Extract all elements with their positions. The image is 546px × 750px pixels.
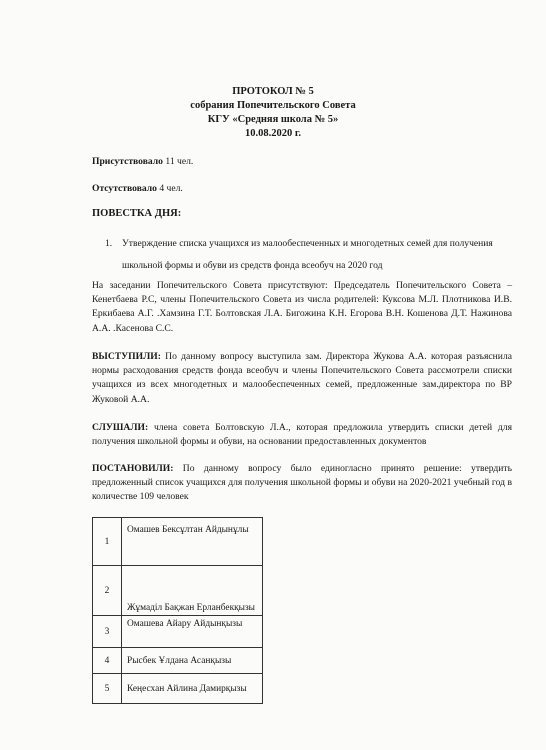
spoke-text: По данному вопросу выступила зам. Директора Жукова А.А. которая разъяснила нормы расходования средств фонда всеобуч и члены Попечительского Совета рассмотрели списки учащихся из всех многодетных и малообеспеченных семей, предложенные зам.директора по ВР Жуковой А.А.: [92, 351, 512, 405]
agenda-item-number: 1.: [105, 238, 113, 249]
spoke-label: ВЫСТУПИЛИ:: [92, 351, 161, 362]
row-number: 2: [93, 566, 122, 616]
table-row: [93, 674, 263, 704]
student-name: Омашев Бексұлтан Айдынұлы: [122, 518, 263, 566]
meeting-subtitle: собрания Попечительского Совета: [190, 100, 356, 111]
spoke-paragraph: [92, 350, 512, 407]
heard-paragraph: [92, 421, 512, 449]
row-number: 5: [93, 674, 122, 704]
protocol-title: ПРОТОКОЛ № 5: [232, 86, 314, 97]
present-line: [92, 155, 512, 169]
resolved-paragraph: [92, 462, 512, 505]
resolved-label: ПОСТАНОВИЛИ:: [92, 463, 174, 474]
heard-label: СЛУШАЛИ:: [92, 422, 149, 433]
table-row: [93, 616, 263, 648]
student-name: Кеңесхан Айлина Дамирқызы: [122, 674, 263, 704]
row-number: 4: [93, 648, 122, 674]
row-number: 3: [93, 616, 122, 648]
school-name: КГУ «Средняя школа № 5»: [207, 114, 339, 125]
present-label: Присутствовало: [92, 156, 163, 167]
table-row: [93, 648, 263, 674]
row-number: 1: [93, 518, 122, 566]
heard-text: члена совета Болтовскую Л.А., которая предложила утвердить списки детей для получения школьной формы и обуви, на основании предоставленных документов: [92, 422, 512, 448]
students-table: [92, 517, 263, 704]
present-value: 11 чел.: [165, 156, 194, 167]
table-row: [93, 518, 263, 566]
table-row: [93, 566, 263, 616]
student-name: Жұмаділ Бақжан Ерланбекқызы: [122, 566, 263, 616]
resolved-text: По данному вопросу было единогласно принято решение: утвердить предложенный список учащихся для получения школьной формы и обуви на 2020-2021 учебный год в количестве 109 человек: [92, 463, 513, 503]
agenda-heading: ПОВЕСТКА ДНЯ:: [92, 208, 182, 219]
agenda-item-text: Утверждение списка учащихся из малообеспеченных и многодетных семей для получения школьной формы и обуви из средств фонда всеобуч на 2020 год: [122, 238, 493, 271]
absent-line: [92, 182, 512, 196]
protocol-date: 10.08.2020 г.: [244, 128, 302, 139]
absent-value: 4 чел.: [159, 183, 183, 194]
student-name: Рысбек Ұлдана Асанқызы: [122, 648, 263, 674]
absent-label: Отсутствовало: [92, 183, 157, 194]
student-name: Омашева Айару Айдынқызы: [122, 616, 263, 648]
meeting-attendees-paragraph: На заседании Попечительского Совета присутствуют: Председатель Попечительского Совета – Кенетбаева Р.С, члены Попечительского Совета из числа родителей: Куксова М.Л. Плотникова И.В. Еркибаева А.Г. .Хамзина Г.Т. Болтовская Л.А. Бигожина К.Н. Егорова В.Н. Кошенова Д.Т. Нажинова А.А. .Касенова С.С.: [92, 280, 512, 334]
